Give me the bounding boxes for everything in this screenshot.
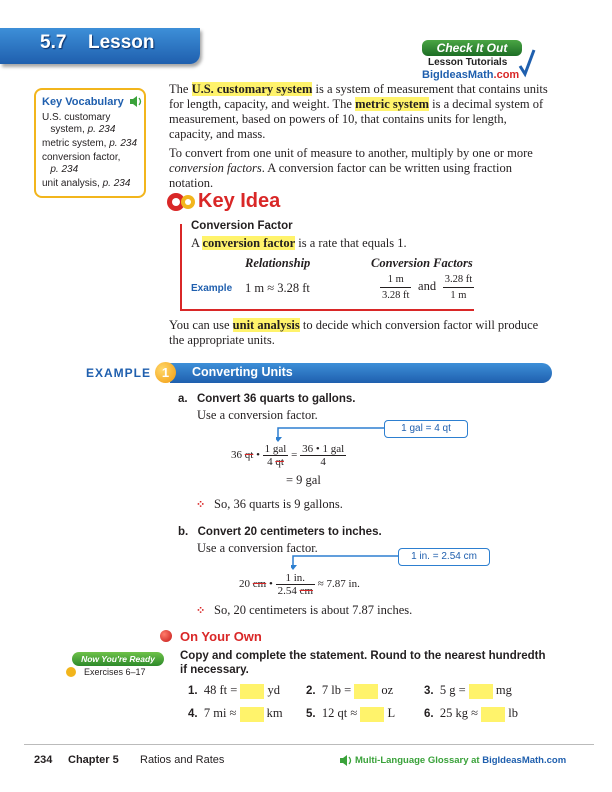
answer-blank[interactable]	[360, 707, 384, 722]
ready-dot-icon	[66, 667, 76, 677]
part-b-title: b. Convert 20 centimeters to inches.	[178, 526, 382, 538]
check-it-out-link[interactable]	[418, 40, 534, 84]
now-youre-ready-badge[interactable]: Now You're Ready	[72, 652, 164, 666]
conversion-paragraph: To convert from one unit of measure to another, multiply by one or more conversion factors. A conversion factor can be written using fraction notation.	[169, 146, 533, 190]
callout-arrow	[276, 427, 386, 443]
vocab-item: conversion factor, p. 234	[42, 152, 121, 175]
check-it-out-label: Check It Out	[422, 40, 522, 56]
checkmark-icon	[518, 48, 536, 78]
conversion-factor-fractions: $\frac{1 m}{3.28 ft}$ and $\frac{3.28 ft}{1 m}$	[382, 274, 473, 301]
part-a-callout: 1 gal = 4 qt	[384, 420, 468, 438]
part-b-answer: So, 20 centimeters is about 7.87 inches.	[214, 603, 413, 617]
part-a-result: = 9 gal	[286, 473, 321, 487]
part-a-title: a. Convert 36 quarts to gallons.	[178, 393, 356, 405]
exercise-item: 6. 25 kg ≈ lb	[424, 706, 518, 720]
answer-blank[interactable]	[240, 684, 264, 699]
key-vocabulary-heading: Key Vocabulary	[42, 96, 142, 108]
lesson-number: 5.7	[40, 32, 67, 53]
exercise-item: 2. 7 lb = oz	[306, 683, 394, 697]
glossary-link[interactable]: Multi-Language Glossary at BigIdeasMath.com	[355, 755, 567, 766]
example-heading: EXAMPLE	[86, 366, 152, 380]
site-label: BigIdeasMath.com	[422, 69, 520, 81]
key-idea-border	[180, 224, 182, 309]
part-a-instruction: Use a conversion factor.	[197, 408, 318, 422]
example-title-bar	[170, 363, 552, 383]
answer-blank[interactable]	[240, 707, 264, 722]
exercise-item: 1. 48 ft = yd	[188, 683, 281, 697]
vocab-item: U.S. customary system, p. 234	[42, 112, 116, 135]
intro-paragraph: The U.S. customary system is a system of measurement that contains units for length, capacity, and weight. The metric system is a decimal system of measurement, based on powers of 10, that contains units for length, capacity, and mass.	[169, 82, 548, 141]
part-a-equation: 36 qt • $\frac{\text{1 gal}}{4 qt}$ = $\frac{\text{36 • 1 gal}}{4}$	[231, 443, 345, 468]
example-number-badge: 1	[155, 362, 176, 383]
part-a-answer: So, 36 quarts is 9 gallons.	[214, 497, 343, 511]
footer-divider	[24, 744, 594, 745]
on-your-own-instructions: Copy and complete the statement. Round to the nearest hundredth if necessary.	[180, 650, 546, 676]
answer-blank[interactable]	[354, 684, 378, 699]
answer-blank[interactable]	[481, 707, 505, 722]
answer-blank[interactable]	[469, 684, 493, 699]
on-your-own-title: On Your Own	[180, 629, 262, 644]
key-idea-title: Key Idea	[198, 190, 281, 212]
exercise-item: 4. 7 mi ≈ km	[188, 706, 283, 720]
relationship-heading: Relationship	[245, 256, 311, 270]
lesson-tutorials-label: Lesson Tutorials	[428, 57, 508, 68]
key-icon	[166, 190, 196, 214]
unit-analysis-paragraph: You can use unit analysis to decide which conversion factor will produce the appropriate units.	[169, 318, 539, 347]
exercise-item: 3. 5 g = mg	[424, 683, 512, 697]
lesson-title: Lesson	[88, 32, 155, 53]
conversion-factors-heading: Conversion Factors	[371, 256, 473, 270]
relationship-value: 1 m ≈ 3.28 ft	[245, 281, 310, 295]
lesson-banner	[0, 28, 200, 64]
conversion-factor-heading: Conversion Factor	[191, 220, 293, 232]
page-number: 234	[34, 754, 53, 766]
key-vocabulary-box	[34, 88, 146, 198]
part-b-instruction: Use a conversion factor.	[197, 541, 318, 555]
conversion-factor-definition: A conversion factor is a rate that equals 1.	[191, 236, 407, 250]
exercises-reference: Exercises 6–17	[84, 667, 146, 677]
speaker-icon	[340, 755, 352, 766]
part-b-equation: 20 cm • $\frac{1 in.}{2.54 cm}$ ≈ 7.87 in.	[239, 572, 360, 597]
example-label: Example	[191, 283, 233, 294]
answer-arrow-icon: ⁘	[196, 605, 206, 617]
on-your-own-icon	[160, 630, 172, 642]
callout-arrow	[291, 555, 401, 571]
vocab-item: metric system, p. 234	[42, 138, 138, 149]
answer-arrow-icon: ⁘	[196, 499, 206, 511]
part-b-callout: 1 in. = 2.54 cm	[398, 548, 490, 566]
vocab-item: unit analysis, p. 234	[42, 178, 131, 189]
chapter-label: Chapter 5	[68, 754, 119, 766]
example-title: Converting Units	[192, 365, 293, 379]
speaker-icon[interactable]	[130, 96, 142, 107]
exercise-item: 5. 12 qt ≈ L	[306, 706, 396, 720]
chapter-title: Ratios and Rates	[140, 754, 225, 766]
key-idea-border-bottom	[180, 309, 474, 311]
